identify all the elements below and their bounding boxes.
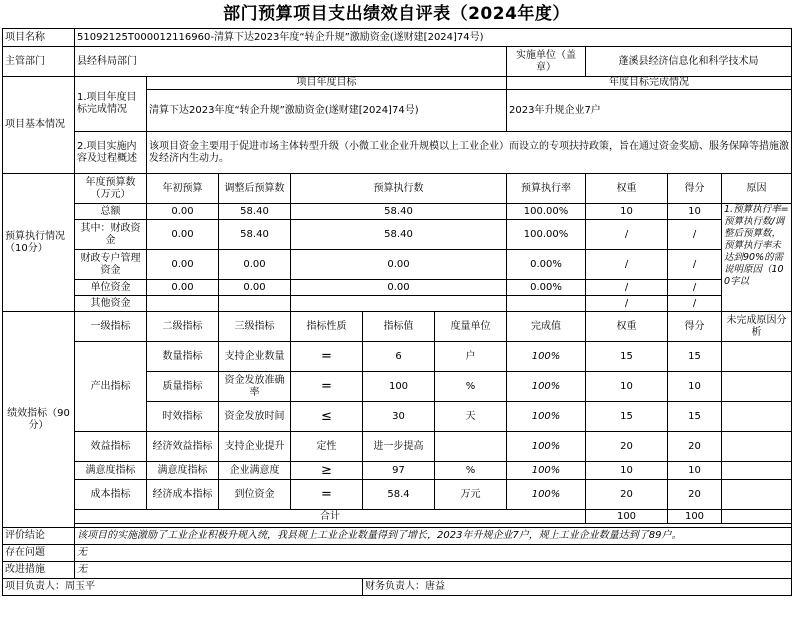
total-score: 100 (668, 510, 722, 524)
unit-label: 实施单位（盖章） (507, 47, 586, 77)
perf-done: 100% (507, 342, 586, 372)
project-name: 51092125T000012116960-清算下达2023年度“转企升规”激励资金(遂财建[2024]74号) (75, 29, 792, 47)
budget-adjusted: 0.00 (219, 250, 291, 280)
perf-level2: 数量指标 (147, 342, 219, 372)
budget-executed (291, 296, 507, 312)
perf-level3: 支持企业提升 (219, 432, 291, 462)
budget-rate: 100.00% (507, 220, 586, 250)
done-text: 2023年升规企业7户 (507, 90, 792, 132)
budget-score: / (668, 220, 722, 250)
perf-value: 进一步提高 (363, 432, 435, 462)
perf-unit: % (435, 372, 507, 402)
budget-weight: / (586, 250, 668, 280)
perf-unit: 天 (435, 402, 507, 432)
budget-header: 预算执行数 (291, 174, 507, 204)
perf-reason (722, 462, 792, 480)
budget-executed: 58.40 (291, 204, 507, 220)
perf-nature: = (291, 480, 363, 510)
perf-section-label: 绩效指标（90分） (3, 312, 75, 528)
budget-row-name: 单位资金 (75, 280, 147, 296)
table-row (3, 342, 792, 372)
goal-label: 1.项目年度目标完成情况 (75, 77, 147, 132)
budget-header: 权重 (586, 174, 668, 204)
perf-nature: 定性 (291, 432, 363, 462)
perf-done: 100% (507, 462, 586, 480)
done-header: 年度目标完成情况 (507, 77, 792, 90)
table-row (3, 250, 792, 280)
perf-unit (435, 432, 507, 462)
perf-value: 97 (363, 462, 435, 480)
budget-rate: 100.00% (507, 204, 586, 220)
budget-rate: 0.00% (507, 280, 586, 296)
budget-executed: 0.00 (291, 280, 507, 296)
goal-text: 清算下达2023年度“转企升规”激励资金(遂财建[2024]74号) (147, 90, 507, 132)
perf-nature: ≤ (291, 402, 363, 432)
budget-weight: 10 (586, 204, 668, 220)
perf-level2: 经济成本指标 (147, 480, 219, 510)
perf-level1: 满意度指标 (75, 462, 147, 480)
budget-executed: 58.40 (291, 220, 507, 250)
finance-cell (363, 579, 792, 596)
budget-adjusted: 0.00 (219, 280, 291, 296)
total-label: 合计 (75, 510, 586, 524)
budget-score: / (668, 280, 722, 296)
perf-weight: 10 (586, 372, 668, 402)
goal-header: 项目年度目标 (147, 77, 507, 90)
budget-header: 调整后预算数 (219, 174, 291, 204)
perf-header: 度量单位 (435, 312, 507, 342)
perf-level3: 资金发放时间 (219, 402, 291, 432)
budget-initial (147, 296, 219, 312)
table-row (3, 296, 792, 312)
budget-header: 原因 (722, 174, 792, 204)
budget-initial: 0.00 (147, 204, 219, 220)
owner-cell (3, 579, 363, 596)
perf-score: 10 (668, 372, 722, 402)
table-row (3, 280, 792, 296)
budget-score: 10 (668, 204, 722, 220)
perf-done: 100% (507, 402, 586, 432)
perf-unit: 万元 (435, 480, 507, 510)
perf-header: 得分 (668, 312, 722, 342)
perf-weight: 20 (586, 432, 668, 462)
budget-adjusted: 58.40 (219, 204, 291, 220)
perf-header: 指标值 (363, 312, 435, 342)
perf-level1: 产出指标 (75, 342, 147, 432)
budget-row-name: 其中：财政资金 (75, 220, 147, 250)
budget-row-name: 其他资金 (75, 296, 147, 312)
perf-header: 三级指标 (219, 312, 291, 342)
perf-level2: 满意度指标 (147, 462, 219, 480)
budget-row-name: 财政专户管理资金 (75, 250, 147, 280)
issue-label: 存在问题 (3, 545, 75, 562)
perf-done: 100% (507, 432, 586, 462)
perf-weight: 15 (586, 342, 668, 372)
total-weight: 100 (586, 510, 668, 524)
dept-label: 主管部门 (3, 47, 75, 77)
table-row (3, 204, 792, 220)
perf-header: 未完成原因分析 (722, 312, 792, 342)
perf-value: 100 (363, 372, 435, 402)
budget-executed: 0.00 (291, 250, 507, 280)
unit-value: 蓬溪县经济信息化和科学技术局 (586, 47, 792, 77)
perf-score: 10 (668, 462, 722, 480)
table-row (3, 462, 792, 480)
perf-header: 指标性质 (291, 312, 363, 342)
issue-text: 无 (75, 545, 792, 562)
perf-weight: 10 (586, 462, 668, 480)
table-row (3, 480, 792, 510)
table-row (3, 220, 792, 250)
finance-name: 唐益 (425, 581, 445, 592)
perf-level1: 效益指标 (75, 432, 147, 462)
dept-value: 县经科局部门 (75, 47, 507, 77)
perf-level1: 成本指标 (75, 480, 147, 510)
table-row (3, 432, 792, 462)
perf-level3: 资金发放准确率 (219, 372, 291, 402)
perf-header: 二级指标 (147, 312, 219, 342)
budget-weight: / (586, 296, 668, 312)
eval-text: 该项目的实施激励了工业企业积极升规入统，我县规上工业企业数量得到了增长，2023年升规企业7户，规上工业企业数量达到了89户。 (75, 528, 792, 545)
budget-adjusted: 58.40 (219, 220, 291, 250)
perf-level2: 质量指标 (147, 372, 219, 402)
perf-weight: 20 (586, 480, 668, 510)
perf-weight: 15 (586, 402, 668, 432)
finance-label: 财务负责人： (365, 581, 425, 592)
budget-score: / (668, 296, 722, 312)
perf-nature: ≥ (291, 462, 363, 480)
content-text: 该项目资金主要用于促进市场主体转型升级（小微工业企业升规模以上工业企业）而设立的专项扶持政策，旨在通过资金奖励、服务保障等措施激发经济内生动力。 (147, 132, 792, 174)
perf-unit: % (435, 462, 507, 480)
budget-row-name: 总额 (75, 204, 147, 220)
budget-header: 年初预算 (147, 174, 219, 204)
eval-label: 评价结论 (3, 528, 75, 545)
perf-done: 100% (507, 480, 586, 510)
budget-section-label: 预算执行情况（10分） (3, 174, 75, 312)
perf-reason (722, 402, 792, 432)
budget-weight: / (586, 280, 668, 296)
perf-value: 58.4 (363, 480, 435, 510)
budget-rate (507, 296, 586, 312)
evaluation-table (2, 28, 792, 596)
project-name-label: 项目名称 (3, 29, 75, 47)
fix-text: 无 (75, 562, 792, 579)
perf-level3: 支持企业数量 (219, 342, 291, 372)
fix-label: 改进措施 (3, 562, 75, 579)
perf-done: 100% (507, 372, 586, 402)
perf-reason (722, 480, 792, 510)
perf-value: 30 (363, 402, 435, 432)
owner-label: 项目负责人： (5, 581, 65, 592)
perf-level3: 到位资金 (219, 480, 291, 510)
budget-weight: / (586, 220, 668, 250)
budget-initial: 0.00 (147, 250, 219, 280)
perf-reason (722, 342, 792, 372)
total-blank (722, 510, 792, 524)
perf-reason (722, 432, 792, 462)
owner-name: 周玉平 (65, 581, 95, 592)
perf-reason (722, 372, 792, 402)
perf-value: 6 (363, 342, 435, 372)
perf-unit: 户 (435, 342, 507, 372)
budget-header: 年度预算数（万元） (75, 174, 147, 204)
perf-score: 20 (668, 480, 722, 510)
perf-level2: 时效指标 (147, 402, 219, 432)
page-title: 部门预算项目支出绩效自评表（2024年度） (223, 4, 570, 24)
budget-score: / (668, 250, 722, 280)
perf-nature: = (291, 342, 363, 372)
budget-rate: 0.00% (507, 250, 586, 280)
basic-label: 项目基本情况 (3, 77, 75, 174)
perf-score: 15 (668, 402, 722, 432)
budget-header: 得分 (668, 174, 722, 204)
perf-header: 一级指标 (75, 312, 147, 342)
perf-level3: 企业满意度 (219, 462, 291, 480)
perf-header: 权重 (586, 312, 668, 342)
budget-reason: 1.预算执行率=预算执行数/调整后预算数，预算执行率未达到90%的需说明原因（100字以 (722, 204, 792, 312)
perf-header: 完成值 (507, 312, 586, 342)
perf-score: 20 (668, 432, 722, 462)
content-label: 2.项目实施内容及过程概述 (75, 132, 147, 174)
perf-score: 15 (668, 342, 722, 372)
budget-initial: 0.00 (147, 220, 219, 250)
perf-nature: = (291, 372, 363, 402)
budget-header: 预算执行率 (507, 174, 586, 204)
budget-initial: 0.00 (147, 280, 219, 296)
perf-level2: 经济效益指标 (147, 432, 219, 462)
budget-adjusted (219, 296, 291, 312)
